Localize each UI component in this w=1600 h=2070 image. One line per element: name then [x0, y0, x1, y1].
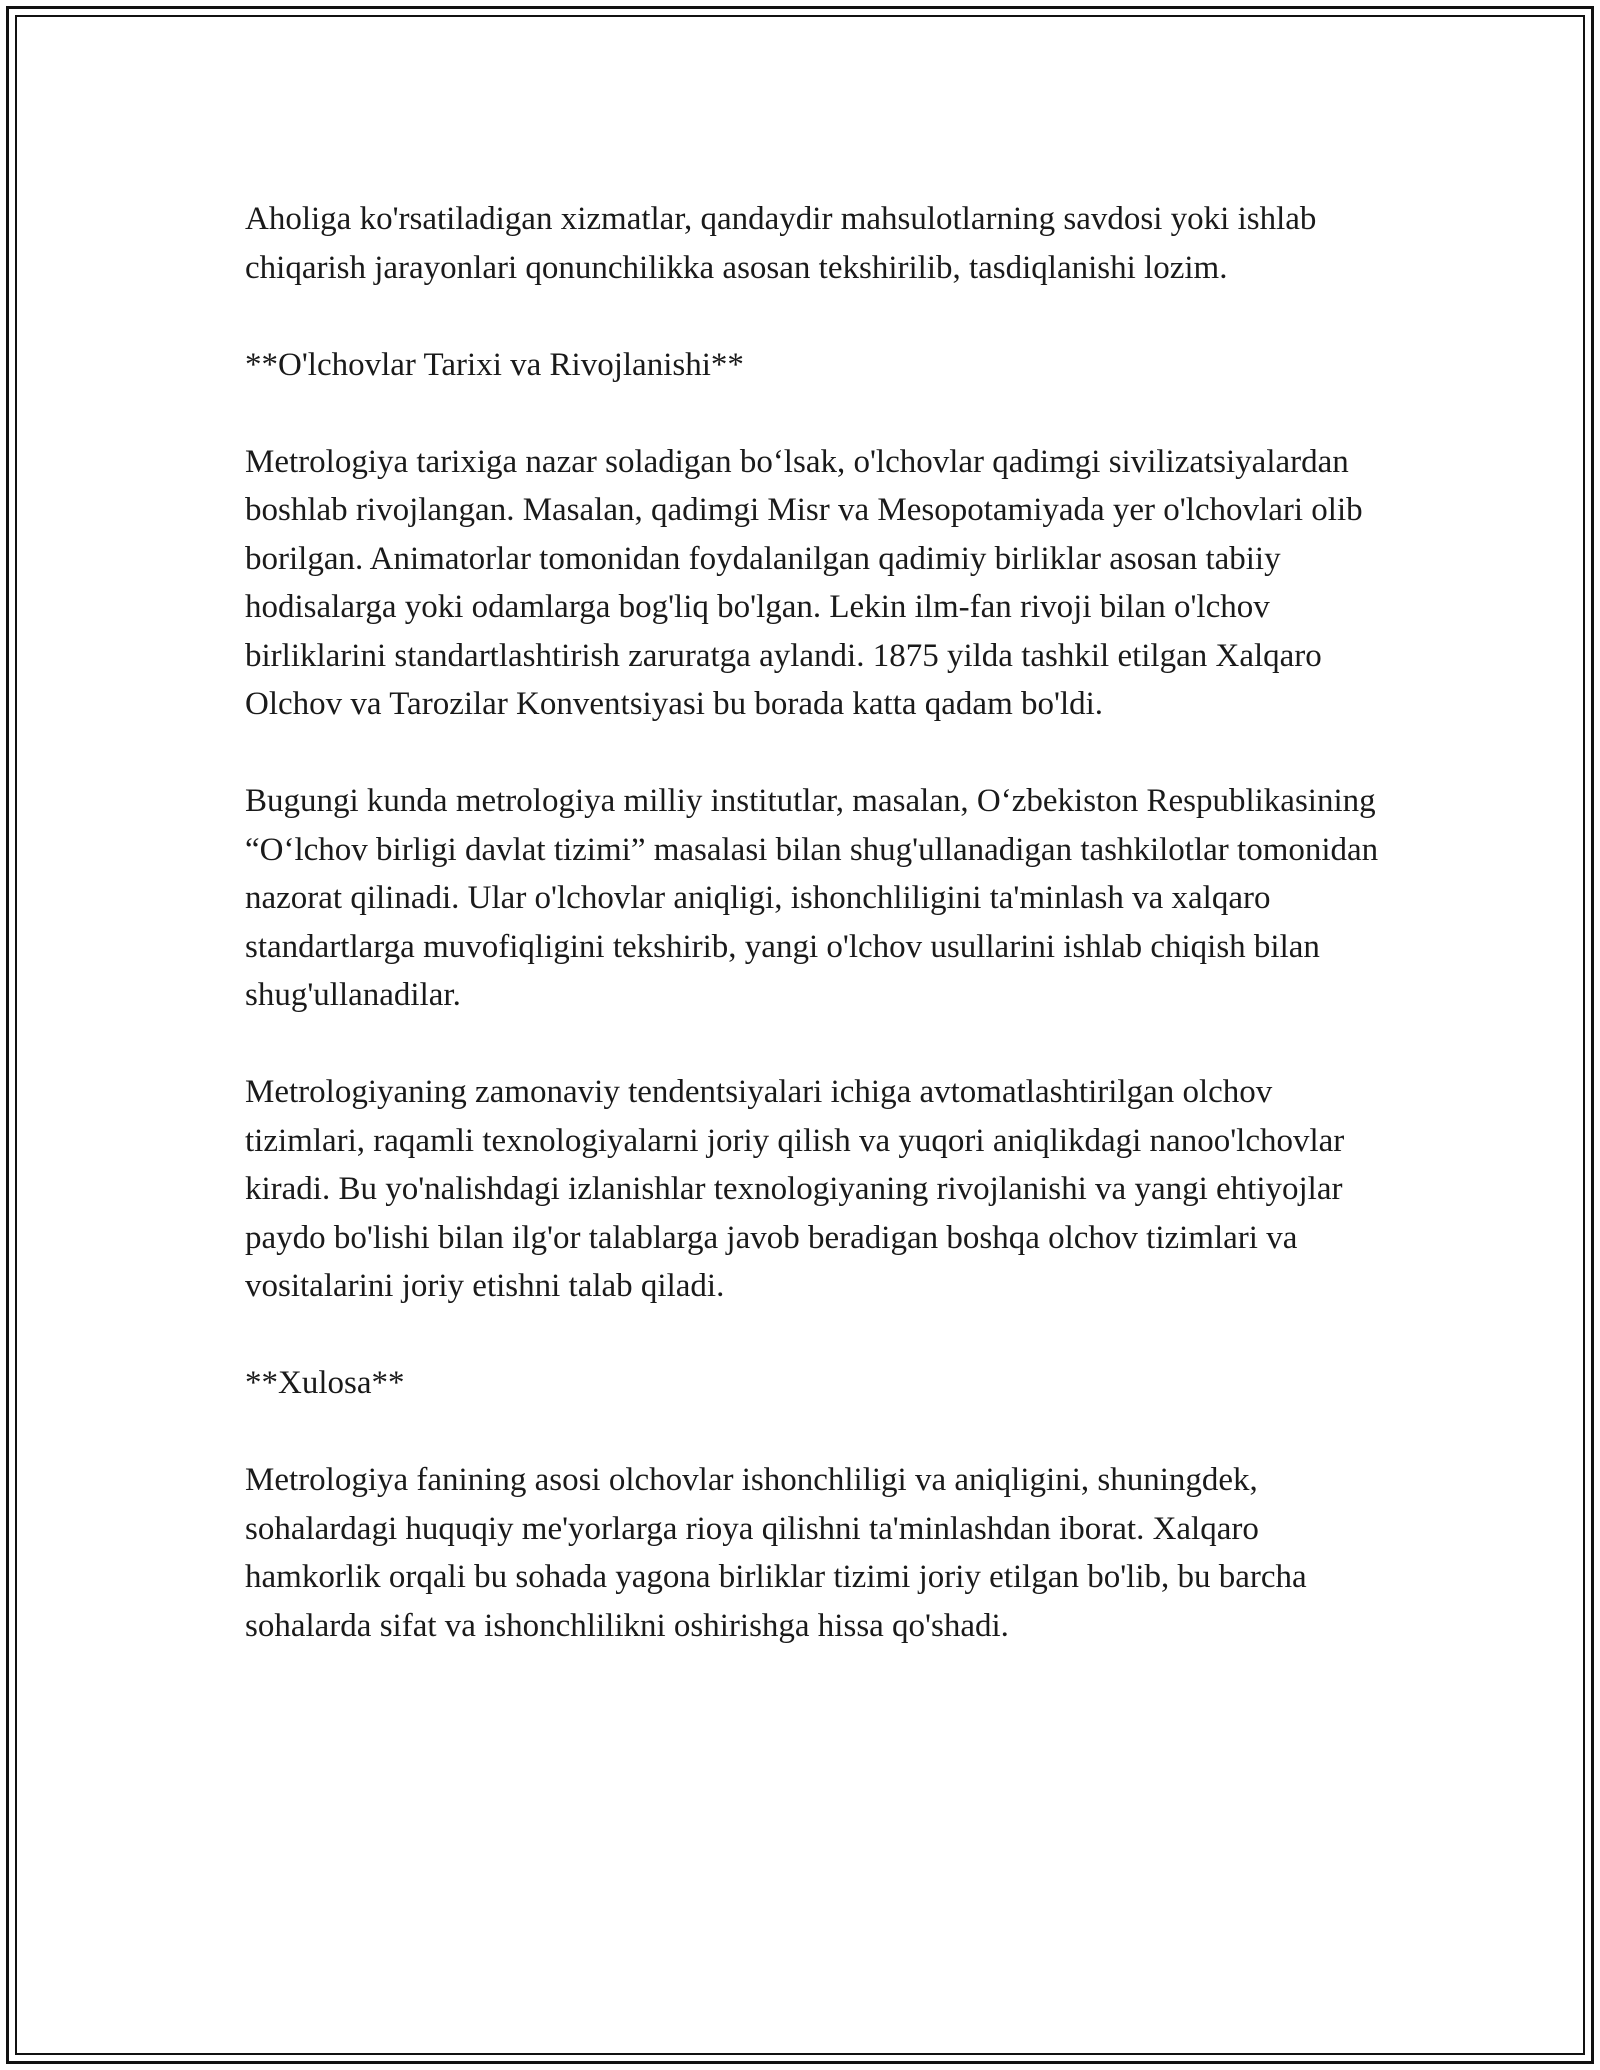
paragraph-conclusion: Metrologiya fanining asosi olchovlar ishonchliligi va aniqligini, shuningdek, sohalardagi huquqiy me'yorlarga rioya qilishni ta'minlashdan iborat. Xalqaro hamkorlik orqali bu sohada yagona birliklar tizimi joriy etilgan bo'lib, bu barcha sohalarda sifat va ishonchlilikni oshirishga hissa qo'shadi.: [245, 1462, 1307, 1644]
paragraph-intro: Aholiga ko'rsatiladigan xizmatlar, qandaydir mahsulotlarning savdosi yoki ishlab chiqarish jarayonlari qonunchilikka asosan tekshirilib, tasdiqlanishi lozim.: [245, 201, 1317, 286]
section-heading-history: **O'lchovlar Tarixi va Rivojlanishi**: [245, 346, 744, 383]
paragraph-history: Metrologiya tarixiga nazar soladigan bo‘lsak, o'lchovlar qadimgi sivilizatsiyalardan boshlab rivojlangan. Masalan, qadimgi Misr va Mesopotamiyada yer o'lchovlari olib borilgan. Animatorlar tomonidan foydalanilgan qadimiy birliklar asosan tabiiy hodisalarga yoki odamlarga bog'liq bo'lgan. Lekin ilm-fan rivoji bilan o'lchov birliklarini standartlashtirish zaruratga aylandi. 1875 yilda tashkil etilgan Xalqaro Olchov va Tarozilar Konventsiyasi bu borada katta qadam bo'ldi.: [245, 443, 1363, 722]
paragraph-modern-trends: Metrologiyaning zamonaviy tendentsiyalari ichiga avtomatlashtirilgan olchov tizimlari, raqamli texnologiyalarni joriy qilish va yuqori aniqlikdagi nanoo'lchovlar kiradi. Bu yo'nalishdagi izlanishlar texnologiyaning rivojlanishi va yangi ehtiyojlar paydo bo'lishi bilan ilg'or talablarga javob beradigan boshqa olchov tizimlari va vositalarini joriy etishni talab qiladi.: [245, 1074, 1345, 1304]
paragraph-institutions: Bugungi kunda metrologiya milliy institutlar, masalan, O‘zbekiston Respublikasining “O‘lchov birligi davlat tizimi” masalasi bilan shug'ullanadigan tashkilotlar tomonidan nazorat qilinadi. Ular o'lchovlar aniqligi, ishonchliligini ta'minlash va xalqaro standartlarga muvofiqligini tekshirib, yangi o'lchov usullarini ishlab chiqish bilan shug'ullanadilar.: [245, 783, 1379, 1013]
document-body: [245, 195, 1395, 1650]
page-border: [6, 6, 1594, 2064]
section-heading-conclusion: **Xulosa**: [245, 1365, 405, 1401]
